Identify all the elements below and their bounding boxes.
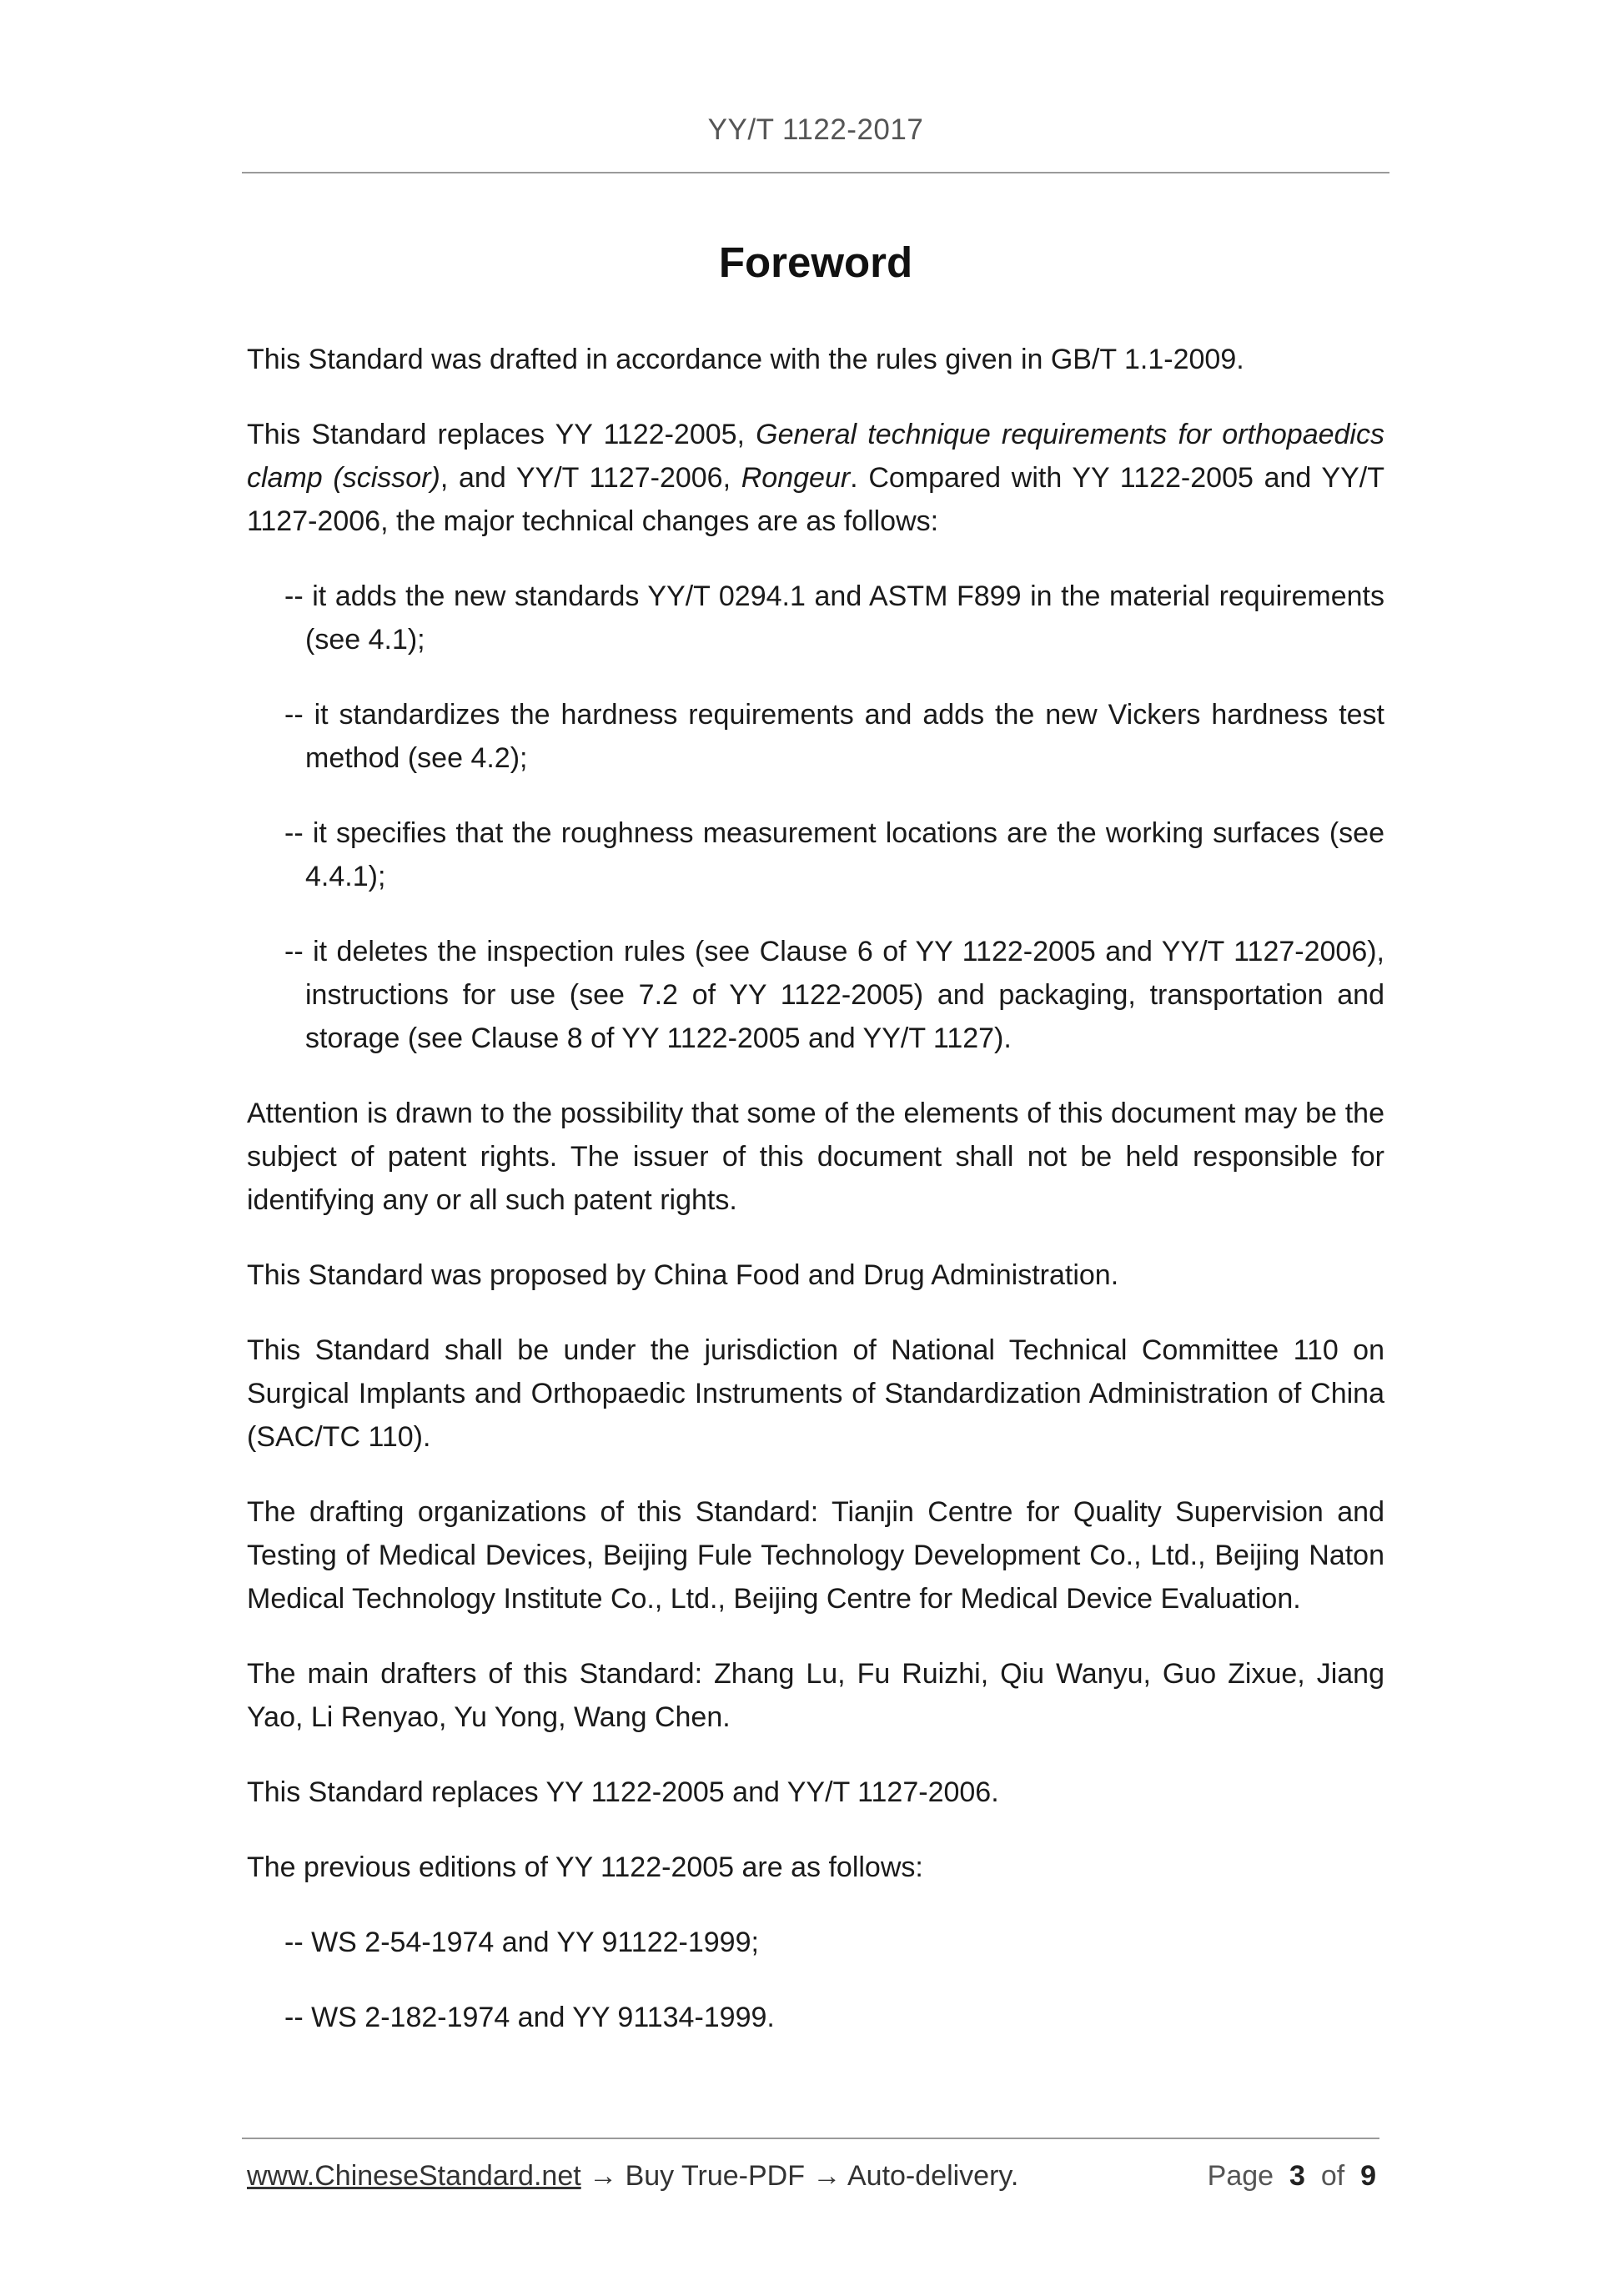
website-link[interactable]: www.ChineseStandard.net bbox=[247, 2160, 581, 2192]
page-number bbox=[1208, 2160, 1376, 2193]
change-list-item: -- it deletes the inspection rules (see Clause 6 of YY 1122-2005 and YY/T 1127-2006), instructions for use (see 7.2 of YY 1122-2005) and packaging, transportation and storage (see Clause 8 of YY 1122-2005 and YY/T 1127). bbox=[284, 936, 1384, 1054]
proposed-by-paragraph: This Standard was proposed by China Food and Drug Administration. bbox=[247, 1259, 1119, 1291]
main-drafters-paragraph: The main drafters of this Standard: Zhang Lu, Fu Ruizhi, Qiu Wanyu, Guo Zixue, Jiang Yao, Li Renyao, Yu Yong, Wang Chen. bbox=[247, 1658, 1384, 1733]
replaced-standard-title-2: Rongeur bbox=[741, 462, 851, 494]
replaces-paragraph: This Standard replaces YY 1122-2005 and YY/T 1127-2006. bbox=[247, 1776, 999, 1808]
footer-divider bbox=[242, 2138, 1379, 2139]
edition-list-item: -- WS 2-54-1974 and YY 91122-1999; bbox=[284, 1927, 759, 1958]
patent-notice-paragraph: Attention is drawn to the possibility that some of the elements of this document may be the subject of patent rights. The issuer of this document shall not be held responsible for identifying any or all such patent rights. bbox=[247, 1098, 1384, 1216]
edition-list-item: -- WS 2-182-1974 and YY 91134-1999. bbox=[284, 2002, 775, 2033]
page-header: YY/T 1122-2017 bbox=[707, 113, 924, 146]
change-list-item: -- it standardizes the hardness requirements and adds the new Vickers hardness test method (see 4.2); bbox=[284, 699, 1384, 774]
change-list-item: -- it adds the new standards YY/T 0294.1 and ASTM F899 in the material requirements (see 4.1); bbox=[284, 580, 1384, 656]
page-word: Page bbox=[1207, 2160, 1274, 2192]
footer-promo bbox=[247, 2160, 1018, 2193]
replaced-standard-title-1: General technique requirements for orthopaedics clamp (scissor) bbox=[247, 419, 1384, 494]
drafting-rules-paragraph: This Standard was drafted in accordance with the rules given in GB/T 1.1-2009. bbox=[247, 344, 1244, 375]
foreword-body bbox=[247, 338, 1384, 2071]
replacement-paragraph bbox=[247, 413, 1384, 543]
of-word: of bbox=[1320, 2160, 1345, 2192]
replacement-text-a: This Standard replaces YY 1122-2005, bbox=[247, 419, 756, 450]
header-divider bbox=[242, 172, 1389, 173]
footer-tagline: → Buy True-PDF → Auto-delivery. bbox=[580, 2160, 1019, 2192]
replacement-text-b: , and YY/T 1127-2006, bbox=[440, 462, 741, 494]
jurisdiction-paragraph: This Standard shall be under the jurisdiction of National Technical Committee 110 on Surgical Implants and Orthopaedic Instruments of Standardization Administration of China (SAC/TC 110). bbox=[247, 1334, 1384, 1453]
current-page: 3 bbox=[1289, 2160, 1305, 2192]
previous-editions-paragraph: The previous editions of YY 1122-2005 are as follows: bbox=[247, 1851, 923, 1883]
drafting-organizations-paragraph: The drafting organizations of this Standard: Tianjin Centre for Quality Supervision and Testing of Medical Devices, Beijing Fule Technology Development Co., Ltd., Beijing Naton Medical Technology Institute Co., Ltd., Beijing Centre for Medical Device Evaluation. bbox=[247, 1496, 1384, 1615]
replacement-text-c: . Compared with YY 1122-2005 and YY/T 1127-2006, the major technical changes are as follows: bbox=[247, 462, 1384, 537]
total-pages: 9 bbox=[1360, 2160, 1376, 2192]
page-title: Foreword bbox=[718, 239, 913, 286]
change-list-item: -- it specifies that the roughness measurement locations are the working surfaces (see 4.4.1); bbox=[284, 817, 1384, 892]
